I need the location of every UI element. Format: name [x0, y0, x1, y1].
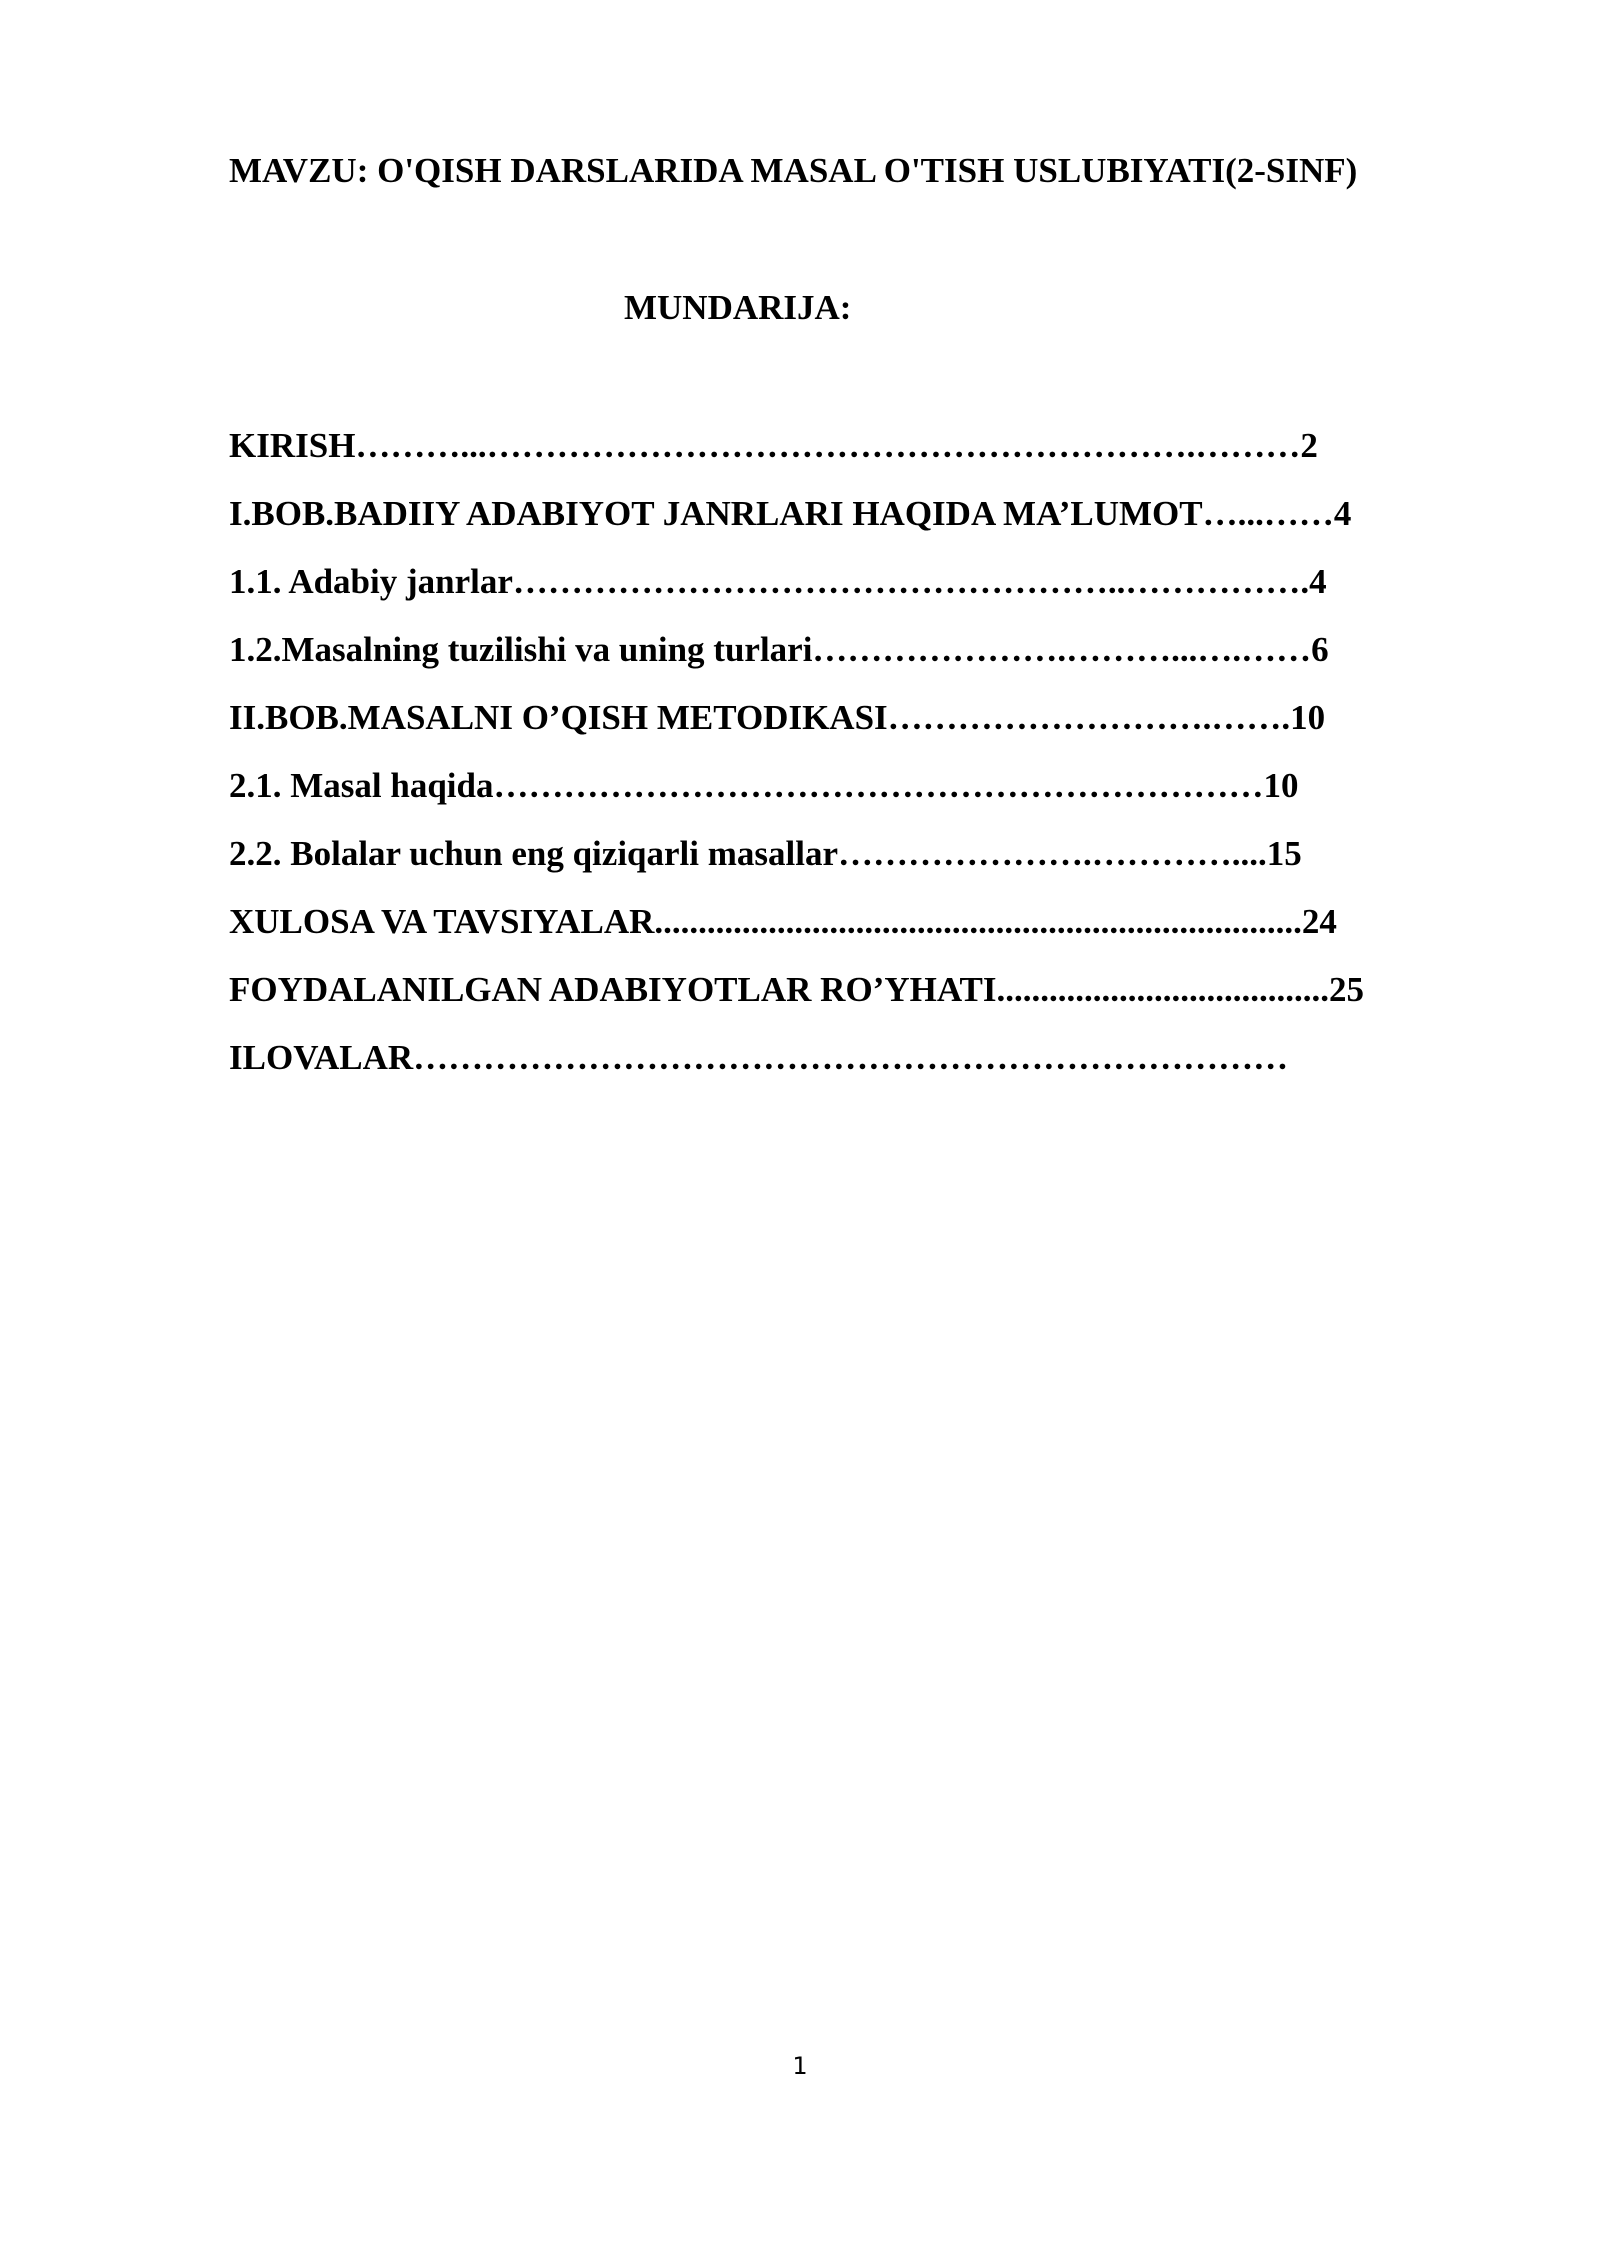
toc-entry-ilovalar: ILOVALAR………………………………………………………………… — [229, 1038, 1289, 1077]
toc-entry-section-2-1: 2.1. Masal haqida…………………………………………………………10 — [229, 766, 1299, 805]
table-of-contents — [229, 421, 1364, 1101]
page-number: 1 — [792, 2052, 808, 2080]
toc-entry-section-1-1: 1.1. Adabiy janrlar……………………………………………..…………….4 — [229, 562, 1327, 601]
document-title: MAVZU: O'QISH DARSLARIDA MASAL O'TISH USLUBIYATI(2-SINF) — [229, 151, 1358, 190]
toc-entry-chapter-1: I.BOB.BADIIY ADABIYOT JANRLARI HAQIDA MA’LUMOT…...……4 — [229, 494, 1352, 533]
toc-entry-chapter-2: II.BOB.MASALNI O’QISH METODIKASI……………………….…….10 — [229, 698, 1326, 737]
toc-entry-section-1-2: 1.2.Masalning tuzilishi va uning turlari………………….………...….……6 — [229, 630, 1329, 669]
toc-entry-kirish: KIRISH………...…………………………………………………….………2 — [229, 426, 1318, 465]
toc-entry-section-2-2: 2.2. Bolalar uchun eng qiziqarli masallar………………….…………....15 — [229, 834, 1302, 873]
toc-entry-xulosa: XULOSA VA TAVSIYALAR..........................................................................24 — [229, 902, 1337, 941]
toc-entry-references: FOYDALANILGAN ADABIYOTLAR RO’YHATI......................................25 — [229, 970, 1364, 1009]
toc-heading: MUNDARIJA: — [624, 288, 852, 327]
